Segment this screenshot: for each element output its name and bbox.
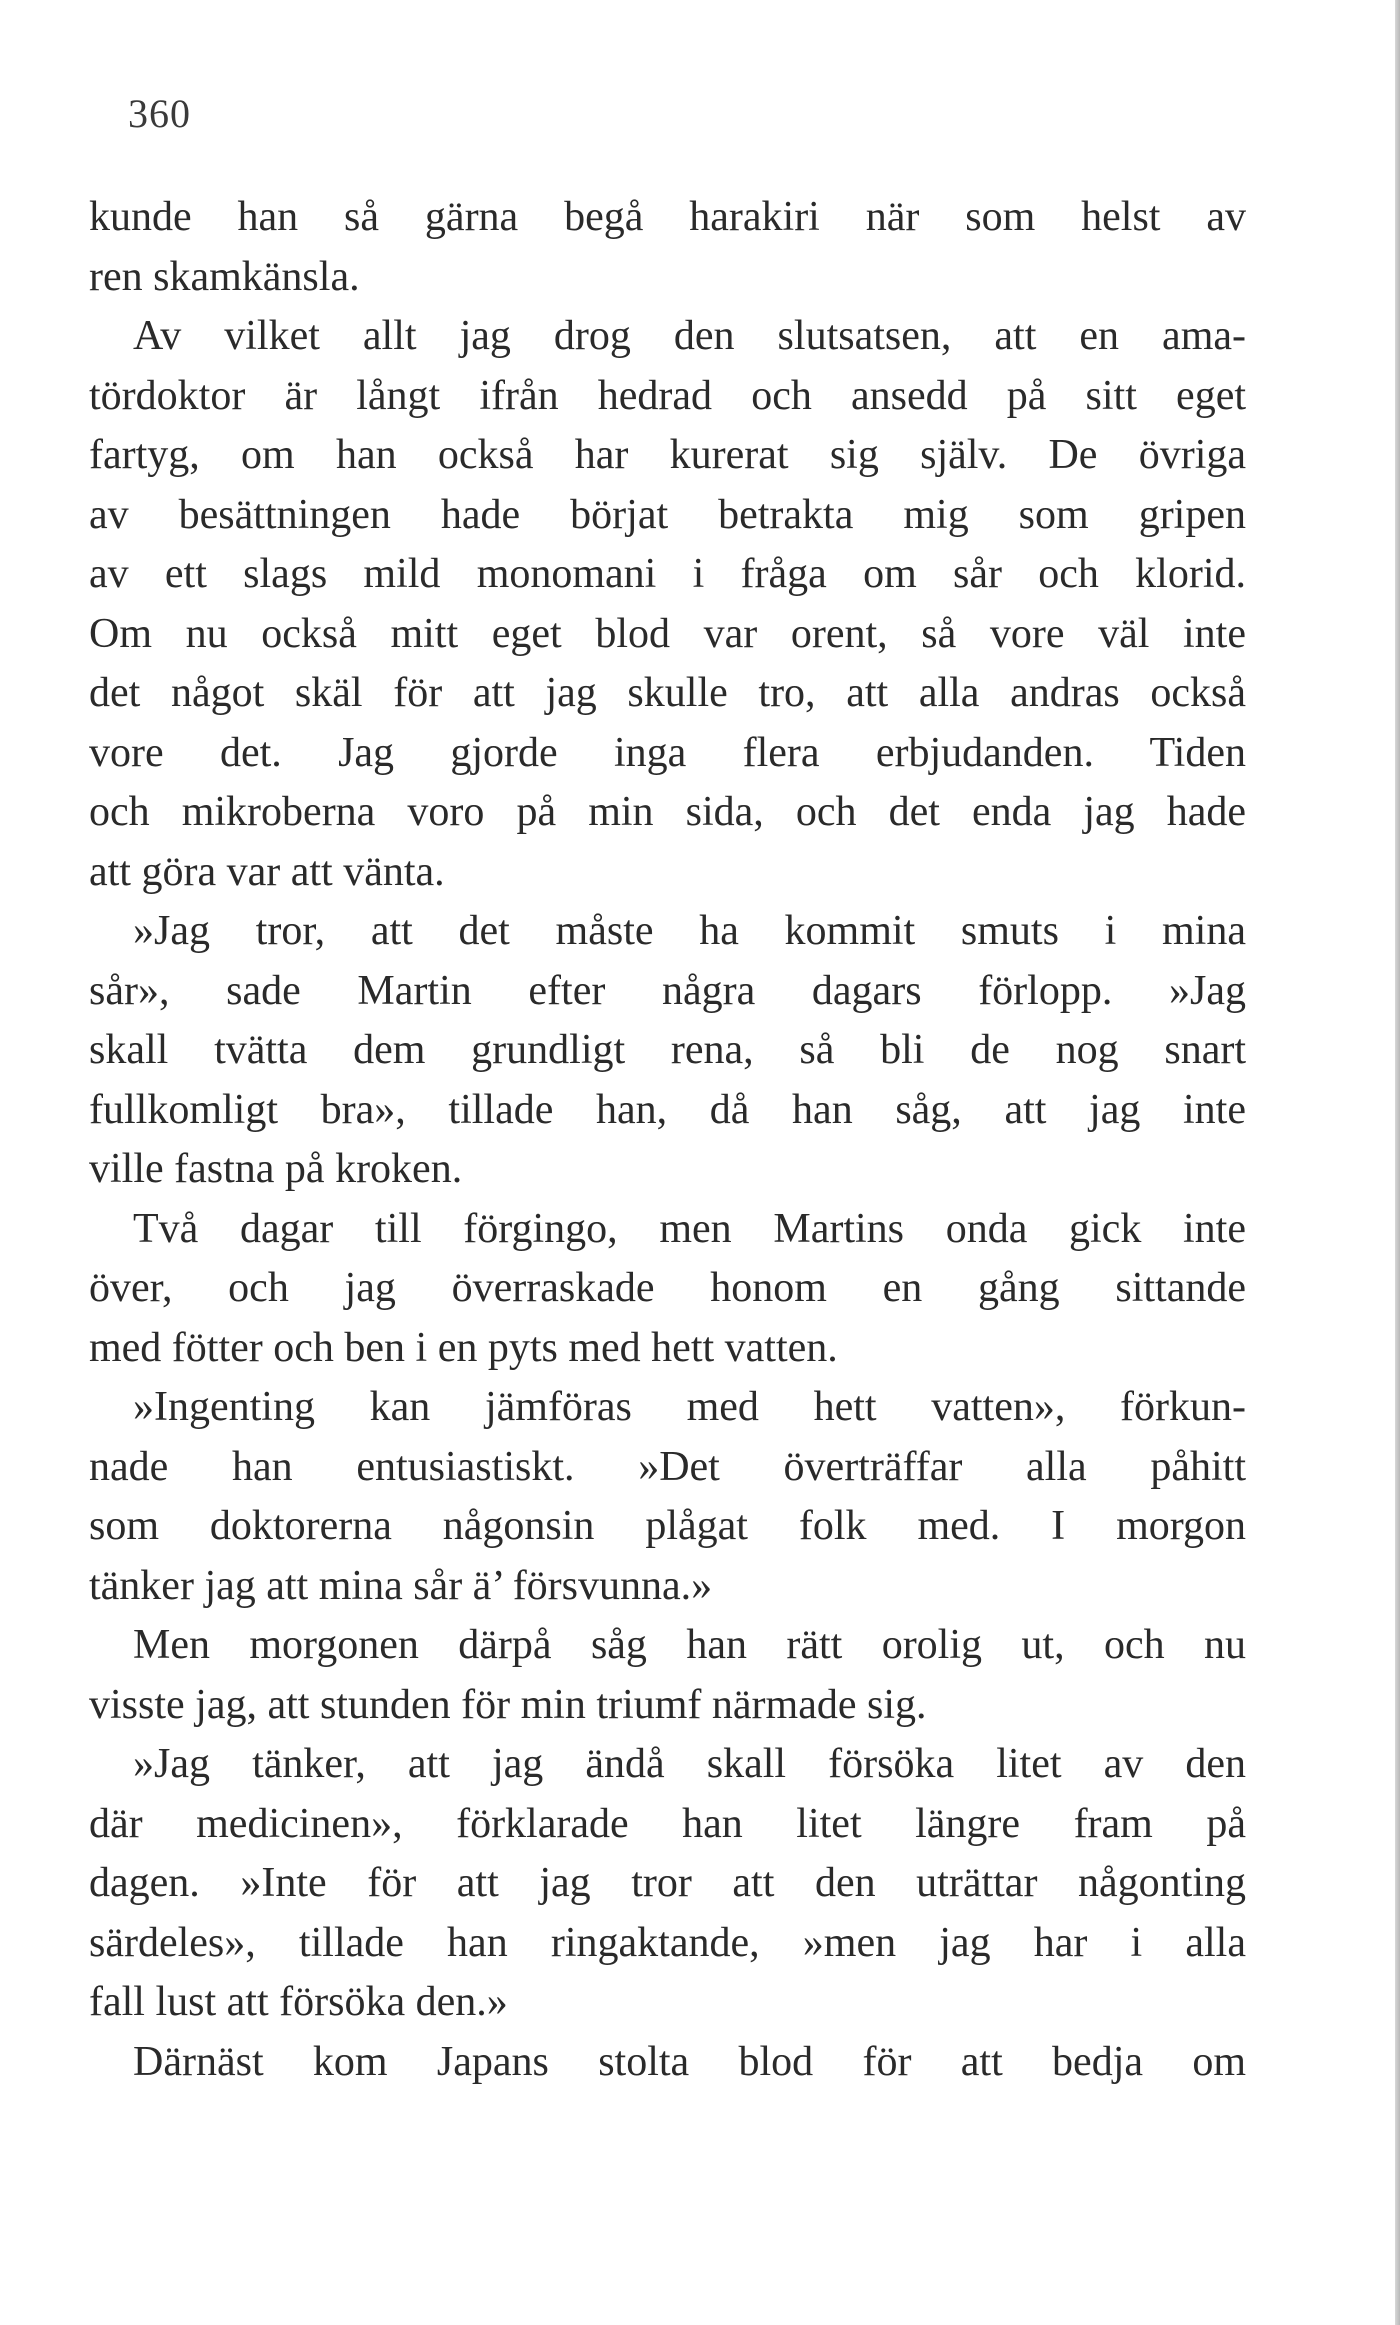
page-number: 360 [128,91,191,136]
page-edge [1395,0,1400,2325]
text-line: särdeles», tillade han ringaktande, »men jag har i alla [89,1919,1246,1966]
text-line: fall lust att försöka den.» [89,1979,508,2025]
text-line: av ett slags mild monomani i fråga om sår och klorid. [89,551,1246,597]
text-line: Därnäst kom Japans stolta blod för att bedja om [133,2038,1246,2085]
text-line: »Jag tror, att det måste ha kommit smuts i mina [133,908,1246,954]
text-line: nade han entusiastiskt. »Det överträffar alla påhitt [89,1443,1246,1490]
text-line: av besättningen hade börjat betrakta mig som gripen [89,491,1246,538]
text-line: fartyg, om han också har kurerat sig själv. De övriga [89,432,1246,478]
text-line: sår», sade Martin efter några dagars förlopp. »Jag [89,967,1246,1014]
text-line: det något skäl för att jag skulle tro, att alla andras också [89,670,1246,716]
text-line: kunde han så gärna begå harakiri när som helst av [89,194,1246,240]
text-line: dagen. »Inte för att jag tror att den uträttar någonting [89,1860,1246,1906]
text-line: Om nu också mitt eget blod var orent, så vore väl inte [89,610,1246,657]
text-line: Men morgonen därpå såg han rätt orolig ut, och nu [133,1622,1246,1668]
text-line: som doktorerna någonsin plågat folk med. I morgon [89,1503,1246,1549]
body-text [89,188,1246,2092]
text-line: med fötter och ben i en pyts med hett vatten. [89,1324,838,1371]
text-line: skall tvätta dem grundligt rena, så bli de nog snart [89,1027,1246,1073]
text-line: visste jag, att stunden för min triumf närmade sig. [89,1681,927,1728]
text-line: över, och jag överraskade honom en gång sittande [89,1265,1246,1311]
text-line: att göra var att vänta. [89,848,445,895]
text-line: Av vilket allt jag drog den slutsatsen, att en ama- [133,313,1246,359]
text-line: tänker jag att mina sår ä’ försvunna.» [89,1562,713,1609]
text-line: där medicinen», förklarade han litet längre fram på [89,1800,1246,1847]
text-line: och mikroberna voro på min sida, och det enda jag hade [89,789,1246,835]
text-line: »Ingenting kan jämföras med hett vatten», förkun- [133,1384,1246,1430]
text-line: fullkomligt bra», tillade han, då han såg, att jag inte [89,1086,1246,1133]
text-line: ville fastna på kroken. [89,1146,463,1192]
text-line: tördoktor är långt ifrån hedrad och ansedd på sitt eget [89,372,1246,419]
text-line: vore det. Jag gjorde inga flera erbjudanden. Tiden [89,729,1246,776]
text-line: Två dagar till förgingo, men Martins onda gick inte [133,1205,1246,1252]
text-line: ren skamkänsla. [89,253,360,300]
text-line: »Jag tänker, att jag ändå skall försöka litet av den [133,1741,1246,1787]
